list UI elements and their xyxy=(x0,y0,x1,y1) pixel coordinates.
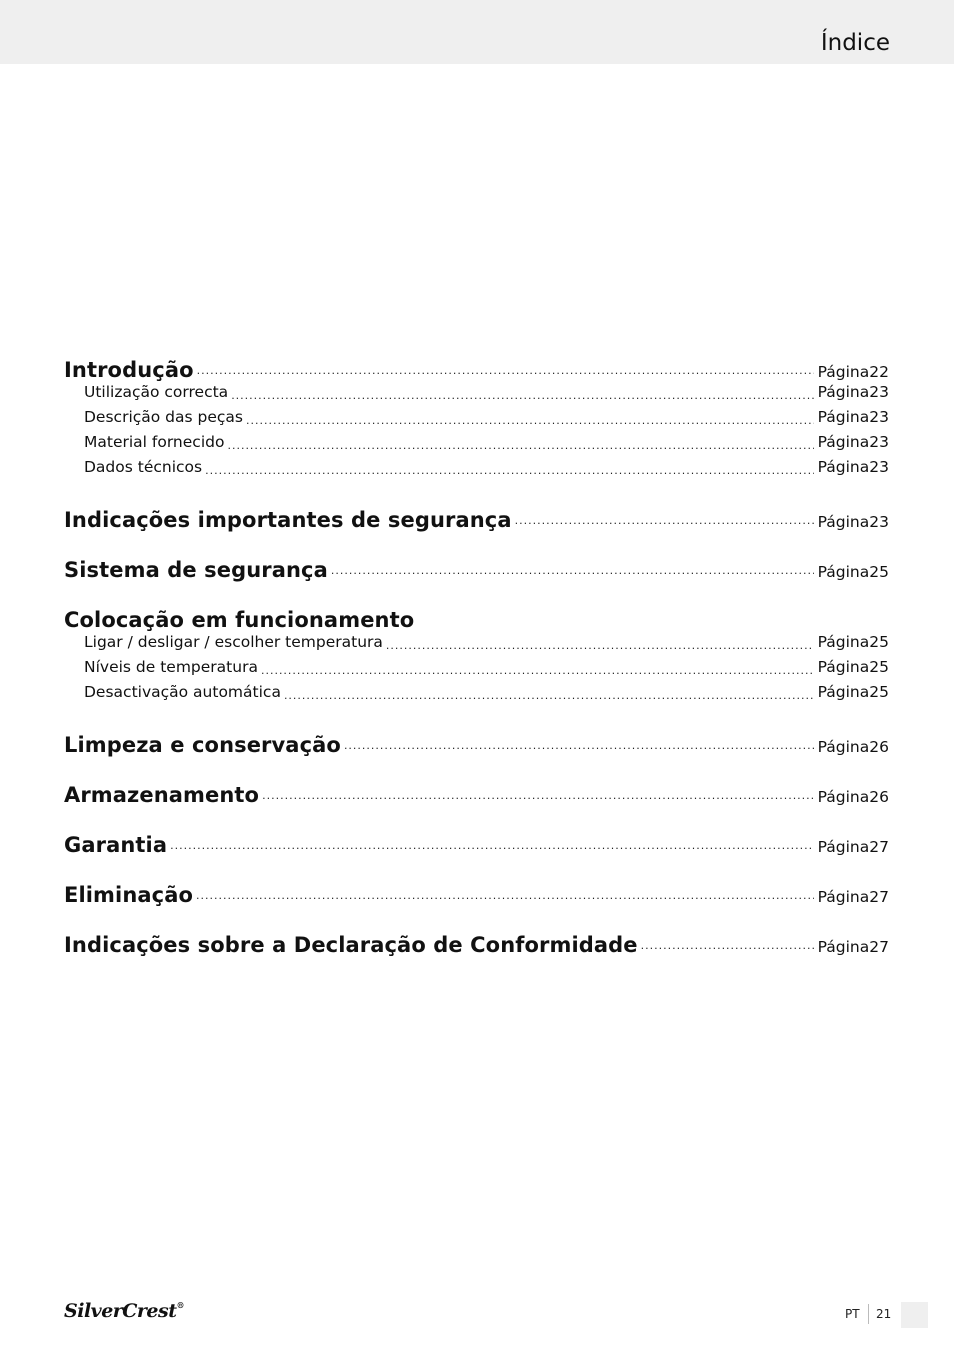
toc-item-desactivacao-automatica[interactable] xyxy=(64,683,889,708)
table-of-contents xyxy=(64,358,889,958)
page-number: 23 xyxy=(869,433,889,451)
toc-section-title: Colocação em funcionamento xyxy=(64,608,415,632)
page-word: Página xyxy=(817,563,870,581)
page-number: 25 xyxy=(869,633,889,651)
page-number: 23 xyxy=(869,513,889,531)
toc-item-material-fornecido[interactable] xyxy=(64,433,889,458)
dot-leader xyxy=(197,362,814,380)
toc-item-title: Desactivação automática xyxy=(84,683,281,701)
page-number: 22 xyxy=(869,363,889,381)
toc-section-title: Indicações importantes de segurança xyxy=(64,508,512,532)
page-word: Página xyxy=(817,683,870,701)
toc-item-title: Descrição das peças xyxy=(84,408,243,426)
footer-divider xyxy=(868,1304,869,1324)
page-word: Página xyxy=(817,513,870,531)
section-gap xyxy=(64,533,889,558)
toc-section-garantia[interactable] xyxy=(64,833,889,858)
dot-leader xyxy=(284,687,814,705)
toc-section-sistema-seguranca[interactable] xyxy=(64,558,889,583)
dot-leader xyxy=(261,662,814,680)
page-word: Página xyxy=(817,433,870,451)
registered-mark: ® xyxy=(176,1300,184,1310)
toc-item-utilizacao-correcta[interactable] xyxy=(64,383,889,408)
page-word: Página xyxy=(817,633,870,651)
page-number: 23 xyxy=(869,383,889,401)
toc-section-title: Introdução xyxy=(64,358,194,382)
page-number: 26 xyxy=(869,738,889,756)
page-word: Página xyxy=(817,363,870,381)
toc-section-declaracao-conformidade[interactable] xyxy=(64,933,889,958)
toc-item-dados-tecnicos[interactable] xyxy=(64,458,889,483)
dot-leader xyxy=(246,412,814,430)
page-word: Página xyxy=(817,408,870,426)
dot-leader xyxy=(170,837,814,855)
page-number: 25 xyxy=(869,658,889,676)
page-number: 27 xyxy=(869,938,889,956)
toc-item-ligar-desligar[interactable] xyxy=(64,633,889,658)
page-word: Página xyxy=(817,788,870,806)
section-gap xyxy=(64,483,889,508)
section-gap xyxy=(64,583,889,608)
toc-section-eliminacao[interactable] xyxy=(64,883,889,908)
section-gap xyxy=(64,758,889,783)
toc-section-title: Sistema de segurança xyxy=(64,558,328,582)
brand-logo xyxy=(64,1300,184,1322)
page-number: 27 xyxy=(869,888,889,906)
section-gap xyxy=(64,708,889,733)
toc-section-title: Indicações sobre a Declaração de Conformidade xyxy=(64,933,638,957)
language-code: PT xyxy=(845,1307,860,1321)
dot-leader xyxy=(515,512,814,530)
page-title: Índice xyxy=(820,30,890,56)
dot-leader xyxy=(641,937,814,955)
toc-section-colocacao-funcionamento[interactable] xyxy=(64,608,889,633)
page-number: 25 xyxy=(869,683,889,701)
dot-leader xyxy=(205,462,814,480)
toc-item-title: Níveis de temperatura xyxy=(84,658,258,676)
dot-leader xyxy=(231,387,813,405)
header-band xyxy=(0,0,954,64)
toc-section-title: Limpeza e conservação xyxy=(64,733,341,757)
dot-leader xyxy=(227,437,813,455)
section-gap xyxy=(64,858,889,883)
toc-section-indicacoes-seguranca[interactable] xyxy=(64,508,889,533)
page-number: 23 xyxy=(869,458,889,476)
dot-leader xyxy=(331,562,814,580)
dot-leader xyxy=(196,887,814,905)
page-word: Página xyxy=(817,938,870,956)
toc-item-descricao-das-pecas[interactable] xyxy=(64,408,889,433)
dot-leader xyxy=(344,737,814,755)
dot-leader xyxy=(262,787,814,805)
toc-section-title: Eliminação xyxy=(64,883,193,907)
footer-tab-box xyxy=(901,1302,928,1328)
toc-item-title: Material fornecido xyxy=(84,433,225,451)
dot-leader xyxy=(386,637,814,655)
toc-section-armazenamento[interactable] xyxy=(64,783,889,808)
page-number: 26 xyxy=(869,788,889,806)
toc-section-limpeza[interactable] xyxy=(64,733,889,758)
page-number: 27 xyxy=(869,838,889,856)
toc-item-niveis-temperatura[interactable] xyxy=(64,658,889,683)
page-word: Página xyxy=(817,888,870,906)
footer-page-number: 21 xyxy=(876,1307,892,1321)
page-word: Página xyxy=(817,458,870,476)
page-word: Página xyxy=(817,383,870,401)
page-number: 25 xyxy=(869,563,889,581)
toc-item-title: Utilização correcta xyxy=(84,383,229,401)
brand-name: SilverCrest xyxy=(64,1300,177,1322)
section-gap xyxy=(64,808,889,833)
page-word: Página xyxy=(817,838,870,856)
toc-section-introducao[interactable] xyxy=(64,358,889,383)
toc-section-title: Armazenamento xyxy=(64,783,260,807)
page-word: Página xyxy=(817,658,870,676)
page-word: Página xyxy=(817,738,870,756)
section-gap xyxy=(64,908,889,933)
toc-item-title: Ligar / desligar / escolher temperatura xyxy=(84,633,383,651)
toc-section-title: Garantia xyxy=(64,833,168,857)
toc-item-title: Dados técnicos xyxy=(84,458,203,476)
page-number: 23 xyxy=(869,408,889,426)
